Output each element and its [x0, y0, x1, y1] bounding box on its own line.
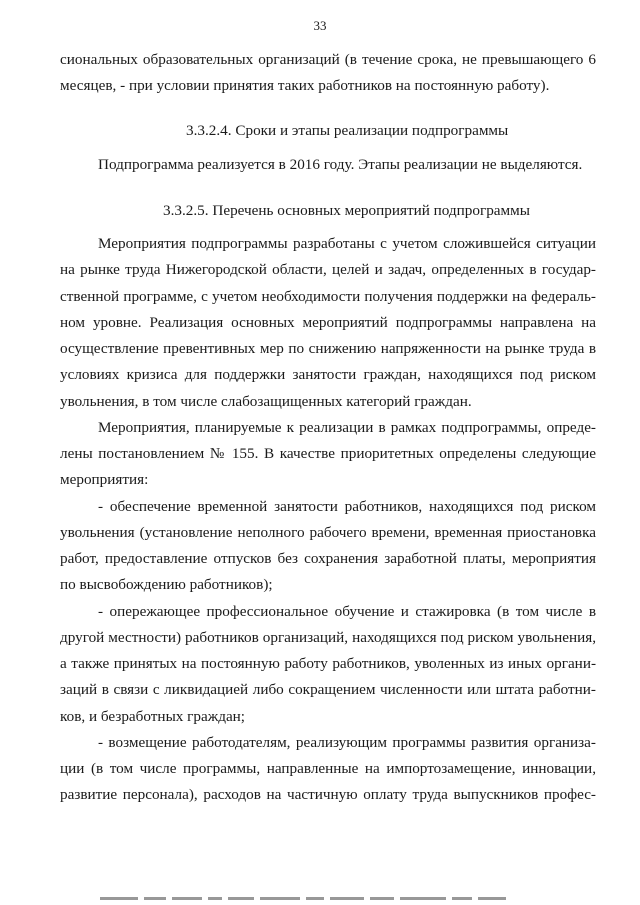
text-line: развитие персонала), расходов на частичную оплату труда выпускников профес-: [60, 786, 596, 803]
text-line: месяцев, - при условии принятия таких работников на постоянную работу).: [60, 77, 550, 94]
section-heading: 3.3.2.4. Сроки и этапы реализации подпрограммы: [186, 122, 509, 139]
list-item-first-line: - возмещение работодателям, реализующим программы развития организа-: [98, 734, 596, 751]
text-line: лены постановлением № 155. В качестве приоритетных определены следующие: [60, 445, 596, 462]
paragraph-first-line: Мероприятия, планируемые к реализации в рамках подпрограммы, опреде-: [98, 419, 596, 436]
text-line: сиональных образовательных организаций (в течение срока, не превышающего 6: [60, 51, 596, 68]
list-item-first-line: - опережающее профессиональное обучение и стажировка (в том числе в: [98, 603, 596, 620]
text-line: ственной программе, с учетом необходимости получения поддержки на федераль-: [60, 288, 596, 305]
page-number: 33: [313, 18, 327, 33]
text-line: ков, и безработных граждан;: [60, 708, 246, 725]
text-line: Подпрограмма реализуется в 2016 году. Этапы реализации не выделяются.: [98, 156, 583, 173]
section-heading: 3.3.2.5. Перечень основных мероприятий подпрограммы: [163, 202, 530, 219]
text-line: условиях кризиса для поддержки занятости граждан, находящихся под риском: [60, 366, 596, 383]
text-line: увольнения (установление неполного рабочего времени, временная приостановка: [60, 524, 596, 541]
text-line: увольнения, в том числе слабозащищенных категорий граждан.: [60, 393, 472, 410]
paragraph-first-line: Мероприятия подпрограммы разработаны с учетом сложившейся ситуации: [98, 235, 596, 252]
text-line: по высвобождению работников);: [60, 576, 273, 593]
text-line: осуществление превентивных мер по снижению напряженности на рынке труда в: [60, 340, 596, 357]
text-line: заций в связи с ликвидацией либо сокращением численности или штата работни-: [60, 681, 596, 698]
text-line: на рынке труда Нижегородской области, целей и задач, определенных в государ-: [60, 261, 596, 278]
text-line: мероприятия:: [60, 471, 149, 488]
list-item-first-line: - обеспечение временной занятости работников, находящихся под риском: [98, 498, 596, 515]
text-line: а также принятых на постоянную работу работников, уволенных из иных органи-: [60, 655, 596, 672]
text-line: ции (в том числе программы, направленные на импортозамещение, инновации,: [60, 760, 596, 777]
scan-artifact: [100, 897, 520, 905]
text-line: другой местности) работников организаций, находящихся под риском увольнения,: [60, 629, 596, 646]
text-line: ном уровне. Реализация основных мероприятий подпрограммы направлена на: [60, 314, 596, 331]
text-line: работ, предоставление отпусков без сохранения заработной платы, мероприятия: [60, 550, 596, 567]
